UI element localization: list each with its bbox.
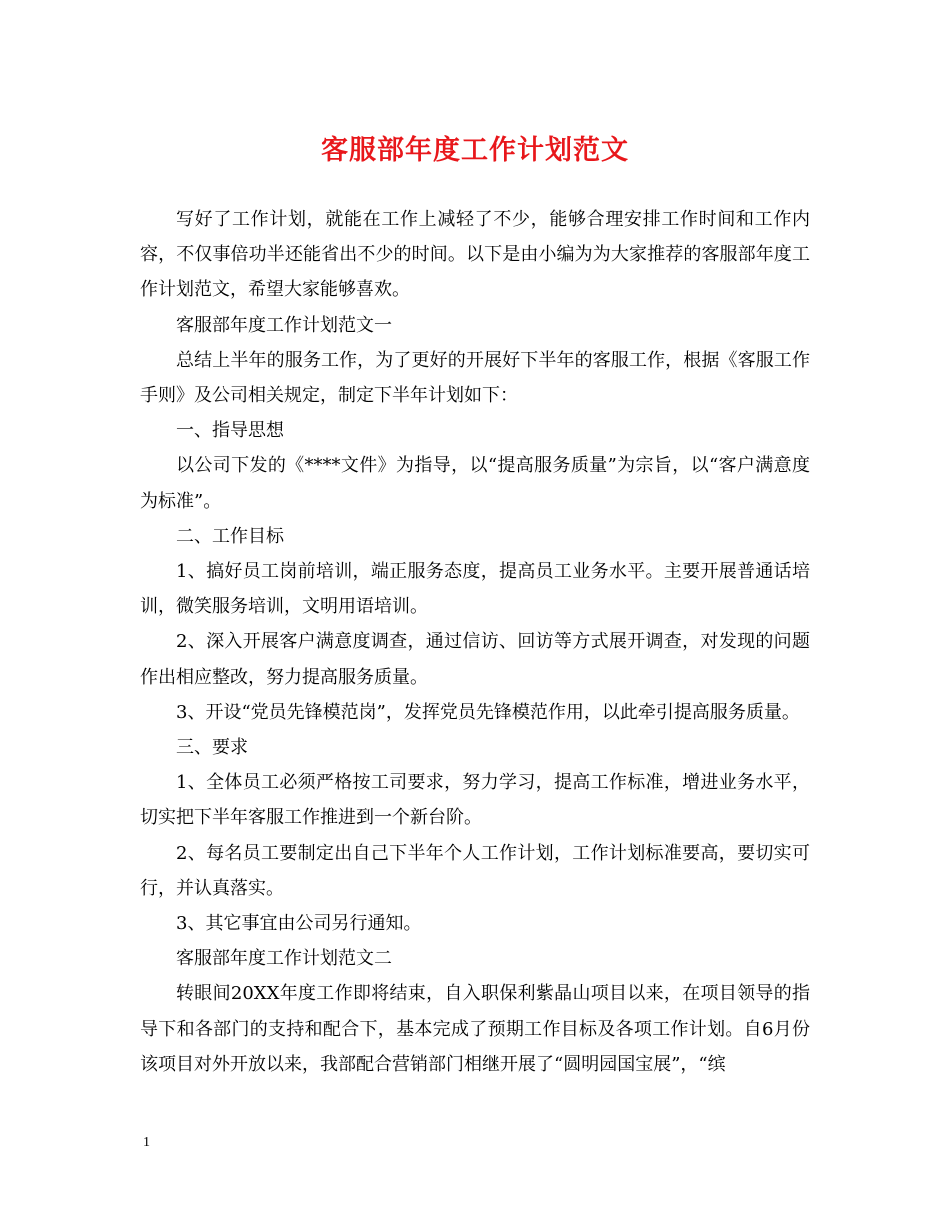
paragraph-goal-3: 3、开设“党员先锋模范岗”，发挥党员先锋模范作用，以此牵引提高服务质量。: [176, 701, 800, 723]
paragraph-requirement-2: 2、每名员工要制定出自己下半年个人工作计划，工作计划标准要高，要切实可行，并认真落实。: [140, 842, 810, 899]
section-heading-sample-two: 客服部年度工作计划范文二: [176, 948, 392, 970]
document-title: 客服部年度工作计划范文: [321, 135, 629, 166]
section-heading-sample-one: 客服部年度工作计划范文一: [176, 314, 392, 336]
heading-work-goals: 二、工作目标: [176, 525, 284, 547]
heading-guiding-ideology: 一、指导思想: [176, 420, 284, 442]
page-number: 1: [143, 1135, 150, 1150]
paragraph-requirement-1: 1、全体员工必须严格按工司要求，努力学习，提高工作标准，增进业务水平，切实把下半年客服工作推进到一个新台阶。: [140, 772, 810, 829]
paragraph-requirement-3: 3、其它事宜由公司另行通知。: [176, 913, 422, 935]
paragraph-goal-2: 2、深入开展客户满意度调查，通过信访、回访等方式展开调查，对发现的问题作出相应整改，努力提高服务质量。: [140, 631, 810, 688]
paragraph-guiding-ideology: 以公司下发的《****文件》为指导，以“提高服务质量”为宗旨，以“客户满意度为标准”。: [140, 455, 810, 512]
paragraph-goal-1: 1、搞好员工岗前培训，端正服务态度，提高员工业务水平。主要开展普通话培训，微笑服务培训，文明用语培训。: [140, 561, 810, 618]
paragraph-intro: 写好了工作计划，就能在工作上减轻了不少，能够合理安排工作时间和工作内容，不仅事倍功半还能省出不少的时间。以下是由小编为为大家推荐的客服部年度工作计划范文，希望大家能够喜欢。: [140, 209, 810, 301]
heading-requirements: 三、要求: [176, 737, 248, 759]
document-body: [140, 202, 810, 1082]
paragraph-sample-two-intro: 转眼间20XX年度工作即将结束，自入职保利紫晶山项目以来，在项目领导的指导下和各部门的支持和配合下，基本完成了预期工作目标及各项工作计划。自6月份该项目对外开放以来，我部配合营销部门相继开展了“圆明园国宝展”，“缤: [140, 983, 810, 1075]
paragraph-summary: 总结上半年的服务工作，为了更好的开展好下半年的客服工作，根据《客服工作手则》及公司相关规定，制定下半年计划如下：: [140, 349, 810, 407]
